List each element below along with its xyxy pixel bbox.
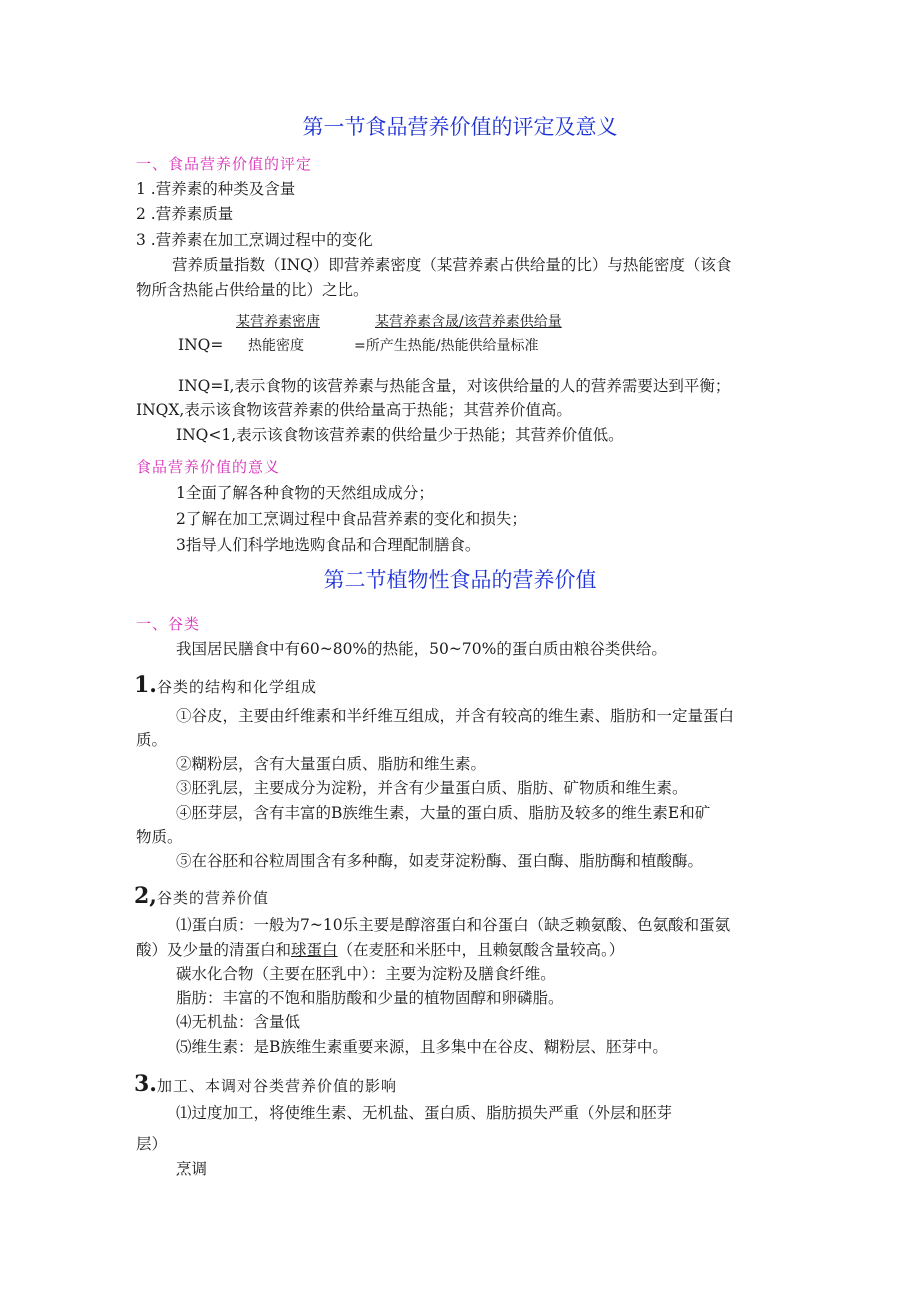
underlined-term: 球蛋白 [291, 941, 338, 959]
paragraph-line: 物所含热能占供给量的比）之比。 [136, 281, 369, 299]
subheading-nutrition [134, 885, 269, 909]
paragraph-line: INQ=I,表示食物的该营养素与热能含量，对该供给量的人的营养需要达到平衡； [178, 377, 731, 395]
paragraph-line: ⑸维生素：是B族维生素重要来源，且多集中在谷皮、糊粉层、胚芽中。 [176, 1038, 668, 1056]
subheading-label: 谷类的结构和化学组成 [156, 678, 317, 696]
text-run: 酸）及少量的清蛋白和 [136, 941, 292, 959]
paragraph-line: ④胚芽层，含有丰富的B族维生素，大量的蛋白质、脂肪及较多的维生素E和矿 [176, 804, 711, 822]
paragraph-line: ②糊粉层，含有大量蛋白质、脂肪和维生素。 [176, 755, 487, 773]
list-item: 2了解在加工烹调过程中食品营养素的变化和损失； [176, 510, 527, 528]
list-item: 2 .营养素质量 [136, 205, 234, 223]
paragraph-line: 我国居民膳食中有60~80%的热能，50~70%的蛋白质由粮谷类供给。 [176, 640, 667, 658]
paragraph-line: 烹调 [176, 1160, 208, 1178]
paragraph-line: 脂肪：丰富的不饱和脂肪酸和少量的植物固醇和卵磷脂。 [176, 989, 564, 1007]
section-title-1: 第一节食品营养价值的评定及意义 [302, 115, 618, 139]
paragraph-line: 物质。 [136, 828, 183, 846]
list-item: 3 .营养素在加工烹调过程中的变化 [136, 231, 373, 249]
paragraph-line: ⑴过度加工，将使维生素、无机盐、蛋白质、脂肪损失严重（外层和胚芽 [176, 1104, 673, 1122]
subheading-label: 谷类的营养价值 [156, 889, 269, 907]
formula-denominator-right: =所产生热能/热能供给量标准 [354, 338, 539, 354]
subheading-number: 1. [134, 672, 157, 698]
section-title-2: 第二节植物性食品的营养价值 [323, 568, 597, 592]
list-item: 1 .营养素的种类及含量 [136, 180, 296, 198]
paragraph-line: ③胚乳层，主要成分为淀粉，并含有少量蛋白质、脂肪、矿物质和维生素。 [176, 779, 688, 797]
formula-denominator-left: 热能密度 [248, 338, 304, 354]
subheading-number: 2, [134, 883, 157, 909]
subheading-structure [134, 674, 317, 698]
text-run: （在麦胚和米胚中，且赖氨酸含量较高。） [337, 941, 625, 959]
formula-lhs: INQ= [178, 336, 224, 354]
subheading-processing [134, 1073, 397, 1097]
heading-evaluation: 一、食品营养价值的评定 [136, 155, 313, 173]
subheading-label: 加工、本调对谷类营养价值的影响 [156, 1077, 397, 1095]
paragraph-line: INQX,表示该食物该营养素的供给量高于热能；其营养价值高。 [136, 401, 572, 419]
formula-numerator-left: 某营养素密唐 [236, 314, 320, 330]
paragraph-line [136, 939, 624, 961]
paragraph-line: INQ<1,表示该食物该营养素的供给量少于热能；其营养价值低。 [176, 426, 624, 444]
paragraph-line: 碳水化合物（主要在胚乳中）：主要为淀粉及膳食纤维。 [176, 965, 556, 983]
paragraph-line: ⑴蛋白质：一般为7~10乐主要是醇溶蛋白和谷蛋白（缺乏赖氨酸、色氨酸和蛋氨 [176, 916, 731, 934]
heading-meaning: 食品营养价值的意义 [136, 458, 281, 476]
paragraph-line: ①谷皮，主要由纤维素和半纤维互组成，并含有较高的维生素、脂肪和一定量蛋白 [176, 707, 735, 725]
paragraph-line: ⑤在谷胚和谷粒周围含有多种酶，如麦芽淀粉酶、蛋白酶、脂肪酶和植酸酶。 [176, 852, 704, 870]
list-item: 1全面了解各种食物的天然组成成分； [176, 484, 434, 502]
formula-numerator-right: 某营养素含晟/该营养素供给量 [375, 314, 562, 330]
paragraph-line: 质。 [136, 731, 168, 749]
paragraph-line: 营养质量指数（INQ）即营养素密度（某营养素占供给量的比）与热能密度（该食 [172, 256, 732, 274]
paragraph-line: 层） [136, 1135, 168, 1153]
subheading-number: 3. [134, 1071, 157, 1097]
paragraph-line: ⑷无机盐：含量低 [176, 1013, 301, 1031]
heading-grains: 一、谷类 [136, 615, 201, 633]
list-item: 3指导人们科学地选购食品和合理配制膳食。 [176, 536, 481, 554]
